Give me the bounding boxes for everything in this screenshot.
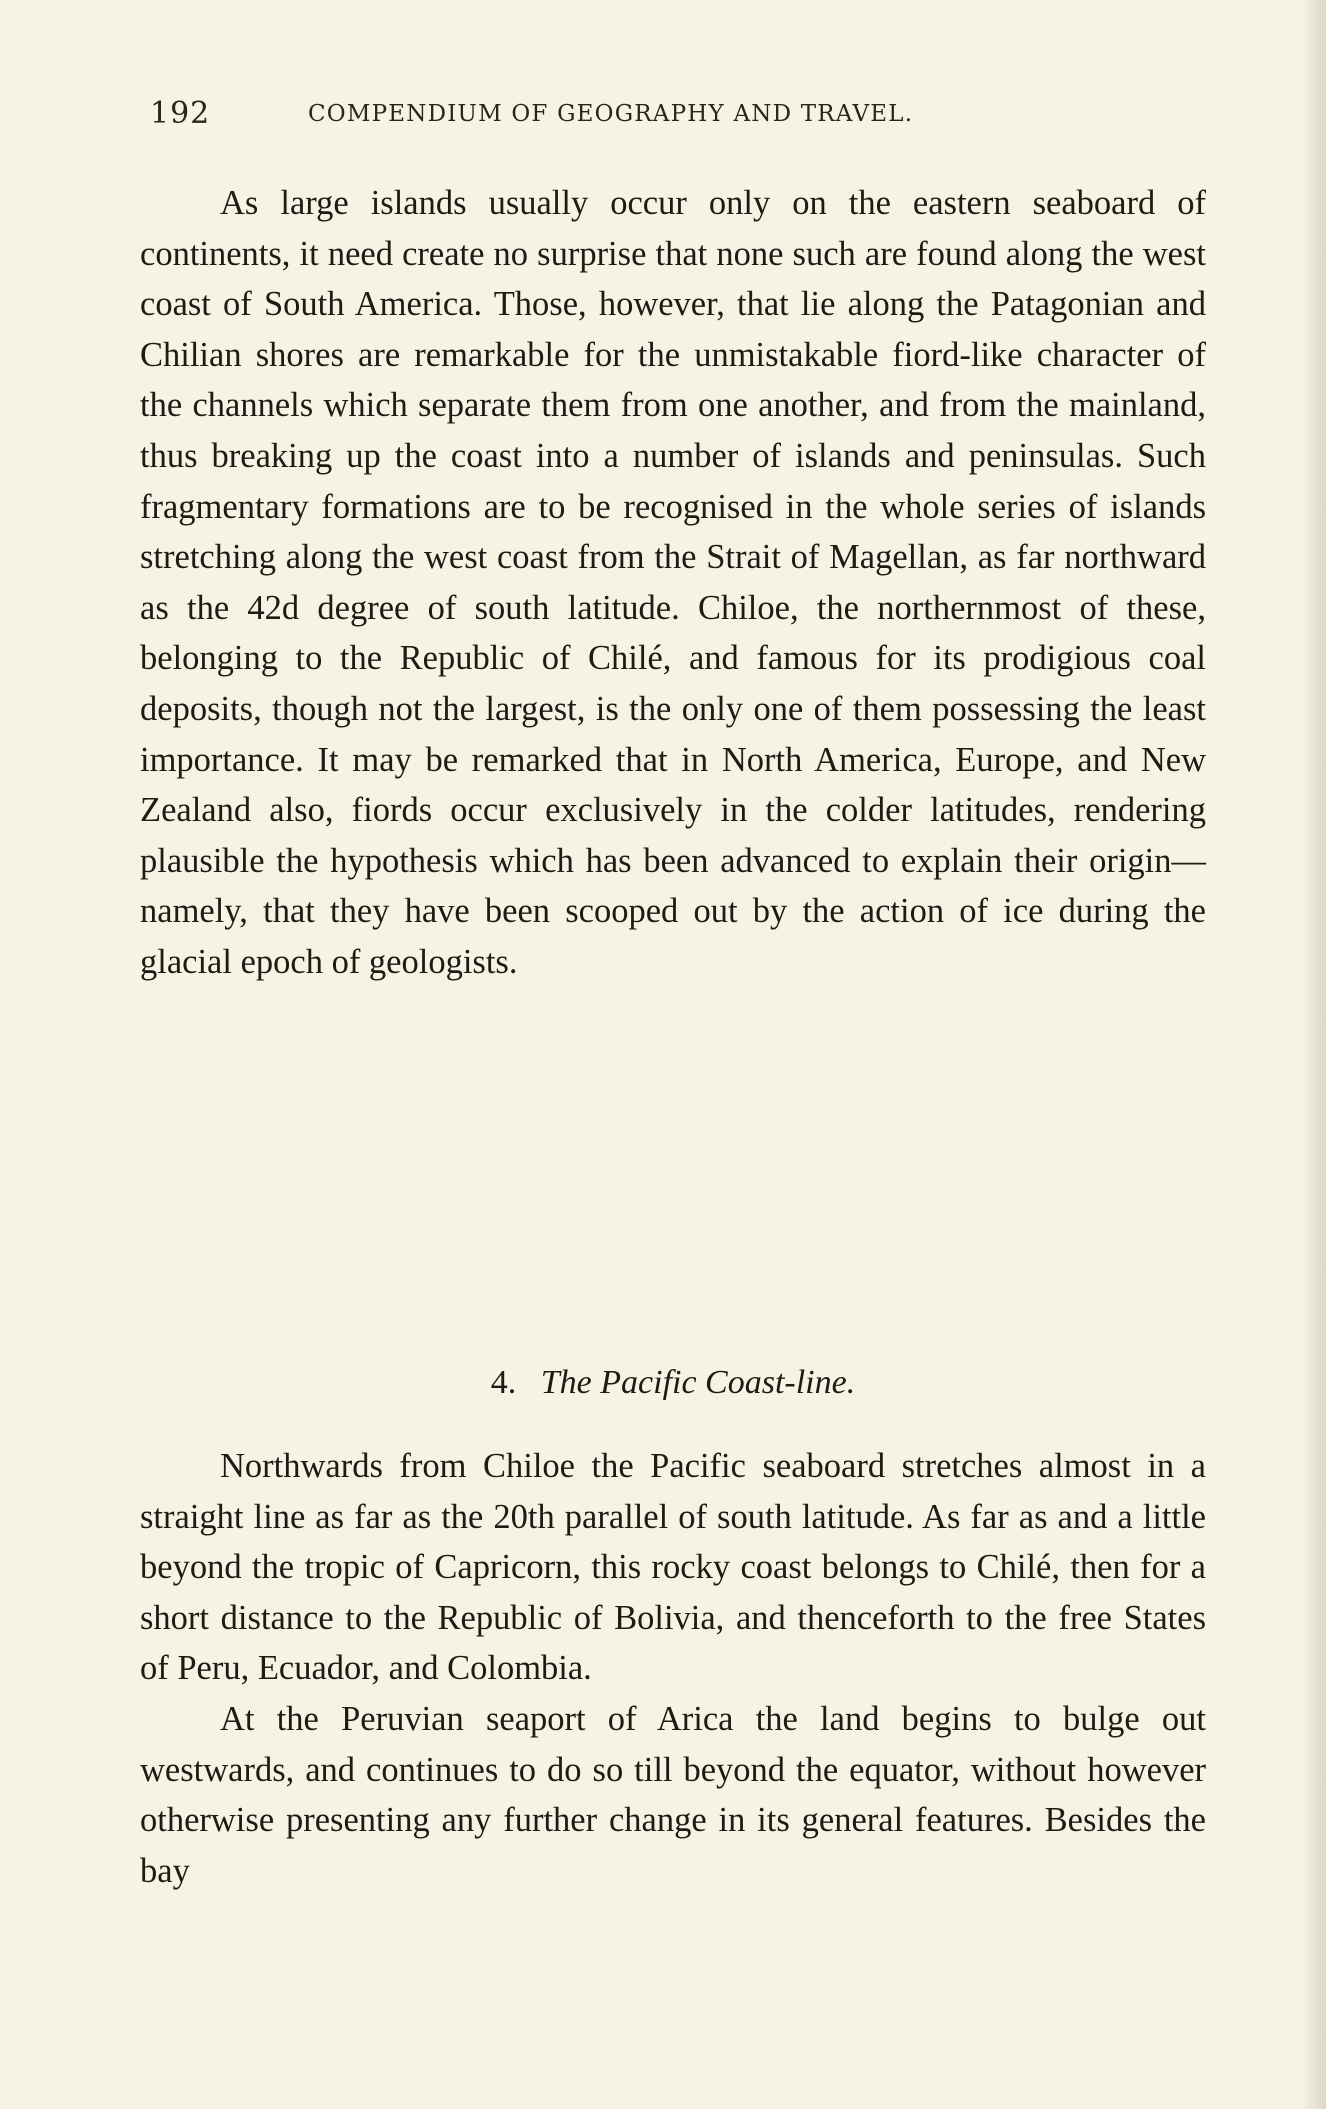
running-head: COMPENDIUM OF GEOGRAPHY AND TRAVEL. [308, 101, 914, 127]
body-text-before-section [140, 178, 1206, 988]
paragraph-arica: At the Peruvian seaport of Arica the land begins to bulge out westwards, and continues to do so till beyond the equator, without however otherwise presenting any further change in its general features. Besides the bay [140, 1699, 1206, 1890]
page-header [140, 96, 1200, 136]
section-heading [140, 1358, 1206, 1408]
page-number: 192 [150, 96, 211, 131]
paragraph-islands-fiords: As large islands usually occur only on the eastern seaboard of continents, it need create no surprise that none such are found along the west coast of South America. Those, however, that lie along the Patagonian and Chilian shores are remarkable for the unmistakable fiord-like character of the channels which separate them from one another, and from the mainland, thus breaking up the coast into a number of islands and peninsulas. Such fragmentary formations are to be recognised in the whole series of islands stretching along the west coast from the Strait of Magellan, as far northward as the 42d degree of south latitude. Chiloe, the northernmost of these, belonging to the Republic of Chilé, and famous for its prodigious coal deposits, though not the largest, is the only one of them possessing the least importance. It may be remarked that in North America, Europe, and New Zealand also, fiords occur exclusively in the colder latitudes, rendering plausible the hypothesis which has been advanced to explain their origin—namely, that they have been scooped out by the action of ice during the glacial epoch of geologists. [140, 184, 1206, 981]
section-title: The Pacific Coast-line. [540, 1364, 856, 1401]
page-edge-shadow [1302, 0, 1326, 2109]
paragraph-northwards: Northwards from Chiloe the Pacific seaboard stretches almost in a straight line as far as the 20th parallel of south latitude. As far as and a little beyond the tropic of Capricorn, this rocky coast belongs to Chilé, then for a short distance to the Republic of Bolivia, and thenceforth to the free States of Peru, Ecuador, and Colombia. [140, 1447, 1206, 1688]
section-number: 4. [490, 1364, 517, 1401]
body-text-after-section [140, 1441, 1206, 1896]
